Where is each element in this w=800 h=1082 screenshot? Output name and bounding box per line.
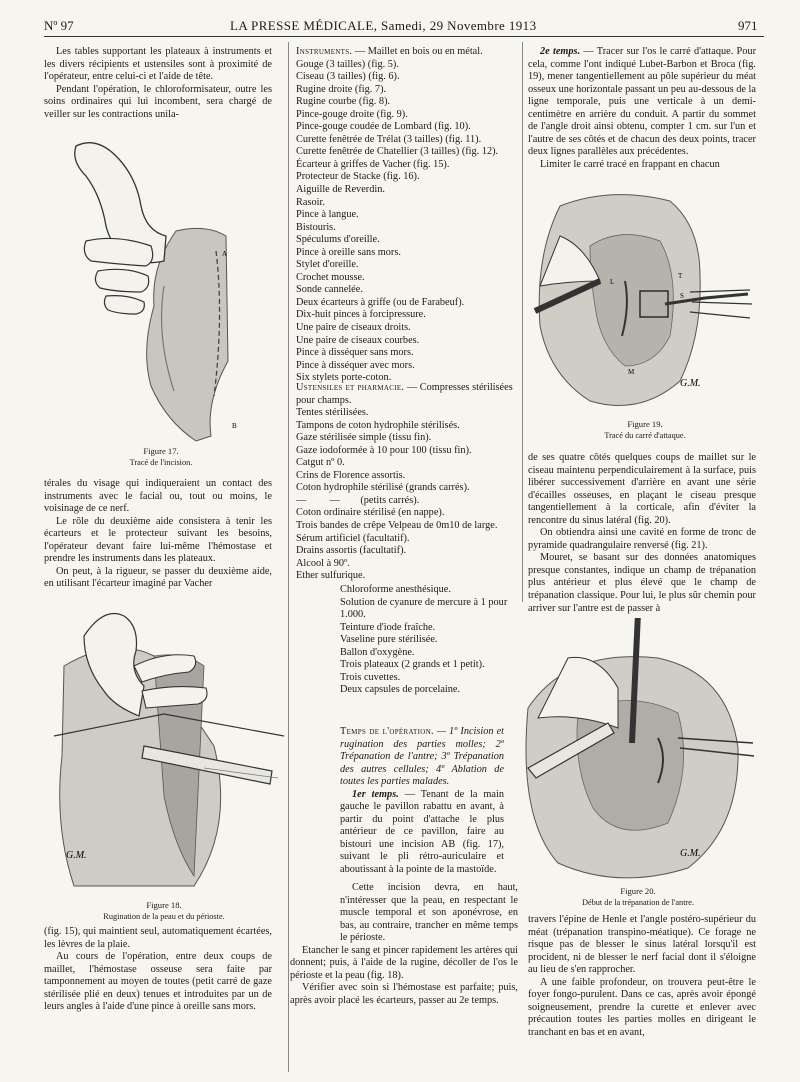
column-rule [288, 42, 289, 1072]
list-item: Trois cuvettes. [340, 671, 401, 683]
list-item: Curette fenêtrée de Chatellier (3 tailles) (fig. 12). [296, 146, 499, 158]
list-item: Trois plateaux (2 grands et 1 petit). [340, 659, 485, 671]
list-item: Coton ordinaire stérilisé (en nappe). [296, 507, 445, 519]
paragraph: Le rôle du deuxième aide consistera à tenir les écarteurs et le protecteur suivant les besoins, l'opérateur devant faire lui-même l'hémostase et prendre les instruments dans les plateaux. [44, 515, 272, 565]
figure-20 [508, 618, 758, 888]
col3-middle [528, 452, 756, 615]
fig19-label-m: M [628, 368, 635, 376]
step-heading: 1er temps. [352, 788, 399, 800]
figure-18-illustration [44, 596, 284, 896]
paragraph: On peut, à la rigueur, se passer du deuxième aide, en utilisant l'écarteur imaginé par Vacher [44, 565, 272, 590]
paragraph: Pendant l'opération, le chloroformisateur, outre les soins ordinaires qui lui incombent, sera chargé de veiller sur les contractions unila- [44, 83, 272, 120]
paragraph: Au cours de l'opération, entre deux coups de maillet, l'hémostase osseuse sera faite par tamponnement au moyen de toutes (petit carré de gaze stérilisée plié en deux) tenues et introduites par un de leurs angles à l'aide d'une pince à oreille sans mors. [44, 951, 272, 1013]
list-item: Trois bandes de crêpe Velpeau de 0m10 de large. [296, 520, 498, 532]
fig19-label-t: T [678, 272, 683, 280]
figure-caption: Rugination de la peau et du périoste. [103, 912, 225, 921]
list-item: Une paire de ciseaux courbes. [296, 334, 420, 346]
list-item: Pince-gouge coudée de Lombard (fig. 10). [296, 121, 471, 133]
fig19-label-s: S [680, 292, 684, 300]
list-item: Rugine courbe (fig. 8). [296, 96, 391, 108]
paragraph: de ses quatre côtés quelques coups de maillet sur le ciseau maintenu perpendiculairement à la surface, puis libérer successivement d'arrière en avant une série d'écailles osseuses, en plaçant le ciseau presque tangentiellement à la corticale, afin d'éviter la rencontre du sinus latéral (fig. 20). [528, 452, 756, 526]
paragraph: Les tables supportant les plateaux à instruments et les divers récipients et ustensiles sont à proximité de l'opérateur, entre celui-ci et l'aide de tête. [44, 46, 272, 83]
list-item: — — (petits carrés). [296, 494, 420, 506]
list-item: Dix-huit pinces à forcipressure. [296, 309, 426, 321]
list-item: Teinture d'iode fraîche. [340, 621, 436, 633]
figure-number: Figure 17. [143, 446, 179, 456]
figure-19 [530, 186, 760, 421]
list-item: Gouge (3 tailles) (fig. 5). [296, 58, 399, 70]
list-item: Ballon d'oxygène. [340, 646, 415, 658]
list-item: — Maillet en bois ou en métal. [352, 46, 483, 57]
list-item: Rugine droite (fig. 7). [296, 83, 387, 95]
figure-number: Figure 18. [146, 900, 182, 910]
fig19-signature: G.M. [680, 378, 701, 389]
fig20-signature: G.M. [680, 848, 701, 859]
list-item: Pince à disséquer sans mors. [296, 347, 414, 359]
list-item: Crochet mousse. [296, 271, 365, 283]
list-item: Deux écarteurs à griffe (ou de Farabeuf). [296, 296, 465, 308]
figure-20-illustration [508, 618, 758, 888]
list-item: Tentes stérilisées. [296, 407, 369, 419]
figure-18 [44, 596, 284, 896]
list-item: Spéculums d'oreille. [296, 234, 380, 246]
paragraph: (fig. 15), qui maintient seul, automatiquement écartées, les lèvres de la plaie. [44, 926, 272, 950]
col2-instruments [296, 46, 518, 385]
list-item: Drains assortis (facultatif). [296, 545, 407, 557]
list-item: Pince à langue. [296, 209, 359, 221]
list-item: Pince-gouge droite (fig. 9). [296, 108, 408, 120]
list-item: Crins de Florence assortis. [296, 469, 406, 481]
paragraph: — Tracer sur l'os le carré d'attaque. Pour cela, comme l'ont indiqué Lubet-Barbon et Broca (fig. 19), mener tangentiellement au pôle supérieur du méat osseux une horizontale passant un peu au-dessous de la ligne temporale, puis une verticale à un demi-centimètre en arrière du conduit. A partir du sommet de l'angle droit ainsi obtenu, compter 1 cm. sur l'un et l'autre de ses côtés et de chacun des deux points, tracer deux lignes parallèles aux précédentes. [528, 46, 757, 158]
figure-19-caption [530, 419, 760, 441]
section-heading: Ustensiles et pharmacie. [296, 382, 405, 393]
col3-bottom [528, 914, 756, 1039]
column-rule [522, 42, 523, 602]
list-item: Alcool à 90º. [296, 557, 350, 569]
fig19-label-l: L [610, 278, 615, 286]
list-item: Sérum artificiel (facultatif). [296, 532, 410, 544]
paragraph: Etancher le sang et pincer rapidement les artères qui donnent; puis, à l'aide de la rugine, décoller de l'os le périoste et la peau (fig. 18). [290, 944, 518, 981]
list-item: Écarteur à griffes de Vacher (fig. 15). [296, 158, 450, 170]
list-item: Aiguille de Reverdin. [296, 184, 385, 196]
list-item: Tampons de coton hydrophile stérilisés. [296, 419, 460, 431]
figure-19-illustration [530, 186, 760, 421]
figure-caption: Début de la trépanation de l'antre. [581, 898, 695, 907]
figure-caption: Tracé du carré d'attaque. [604, 431, 686, 440]
figure-number: Figure 19. [627, 419, 663, 429]
paragraph: Limiter le carré tracé en frappant en chacun [540, 158, 720, 170]
list-item: Pince à disséquer avec mors. [296, 359, 415, 371]
figure-number: Figure 20. [620, 886, 656, 896]
list-item: Curette fenêtrée de Trélat (3 tailles) (fig. 11). [296, 133, 482, 145]
issue-number: Nº 97 [44, 18, 74, 33]
paragraph: Vérifier avec soin si l'hémostase est parfaite; puis, après avoir placé les écarteurs, passer au 2e temps. [290, 982, 518, 1006]
paragraph: travers l'épine de Henle et l'angle postéro-supérieur du méat (trépanation transpino-méatique). Ce forage ne risque pas de blesser le sinus latéral lorsqu'il est procident, ni de blesser le nerf facial dont il s'éloigne au lieu de s'en rapprocher. [528, 914, 756, 976]
col2-temps [340, 726, 504, 877]
temps-list: — 1º Incision et rugination des parties molles; 2º Trépanation de l'antre; 3º Trépanation des autres cellules; 4º Ablation de toutes les parties malades. [340, 726, 505, 788]
figure-17-illustration [56, 136, 266, 446]
list-item: Vaseline pure stérilisée. [340, 634, 438, 646]
col1-top [44, 46, 272, 121]
paragraph: Mouret, se basant sur des données anatomiques presque constantes, indique un champ de trépanation plus antérieur et plus élevé que le champ de trépanation classique. Pour lui, le plus sûr chemin pour arriver sur l'antre est de passer à [528, 552, 756, 614]
section-heading: Instruments. [296, 46, 353, 57]
page-header [0, 0, 800, 34]
col1-bottom [44, 926, 272, 1014]
list-item: Pince à oreille sans mors. [296, 246, 401, 258]
header-rule [44, 36, 764, 37]
list-item: Solution de cyanure de mercure à 1 pour 1.000. [340, 596, 508, 621]
list-item: Ether sulfurique. [296, 570, 366, 582]
list-item: Six stylets porte-coton. [296, 372, 392, 384]
list-item: Rasoir. [296, 196, 325, 208]
list-item: Bistouris. [296, 221, 336, 233]
col2-bottom [290, 882, 518, 1007]
figure-caption: Tracé de l'incision. [129, 458, 193, 467]
figure-20-caption [520, 886, 756, 908]
figure-18-caption [44, 900, 284, 922]
list-item: Ciseau (3 tailles) (fig. 6). [296, 71, 400, 83]
page-number: 971 [738, 18, 758, 33]
col3-top [528, 46, 756, 171]
list-item: Deux capsules de porcelaine. [340, 684, 461, 696]
list-item: — Compresses stérilisées pour champs. [296, 382, 513, 406]
section-heading: Temps de l'opération. [340, 726, 434, 737]
col2-ustensiles-cont [340, 584, 518, 697]
fig17-label-b: B [232, 422, 237, 430]
list-item: Coton hydrophile stérilisé (grands carrés). [296, 482, 470, 494]
figure-17-caption [56, 446, 266, 468]
journal-title: LA PRESSE MÉDICALE, Samedi, 29 Novembre 1913 [230, 18, 537, 33]
paragraph: On obtiendra ainsi une cavité en forme de tronc de pyramide quadrangulaire renversé (fig. 21). [528, 527, 756, 551]
paragraph: térales du visage qui indiqueraient un contact des instruments avec le facial ou, tout ou moins, le voisinage de ce nerf. [44, 478, 272, 515]
paragraph: Cette incision devra, en haut, n'intéresser que la peau, en respectant le muscle temporal et son aponévrose, en bas, au contraire, trancher en même temps le périoste. [340, 882, 518, 944]
list-item: Catgut nº 0. [296, 457, 345, 469]
list-item: Gaze stérilisée simple (tissu fin). [296, 432, 432, 444]
list-item: Stylet d'oreille. [296, 259, 359, 271]
step-heading: 2e temps. [540, 46, 581, 57]
col2-ustensiles [296, 382, 518, 583]
fig18-signature: G.M. [66, 850, 87, 861]
col1-middle [44, 478, 272, 591]
list-item: Chloroforme anesthésique. [340, 584, 451, 595]
list-item: Protecteur de Stacke (fig. 16). [296, 171, 420, 183]
paragraph: — Tenant de la main gauche le pavillon rabattu en avant, à partir du point d'attache le plus antérieur de ce pavillon, faire au bistouri une incision AB (fig. 17), suivant le pli rétro-auriculaire et aboutissant à la pointe de la mastoïde. [340, 788, 504, 876]
list-item: Gaze iodoformée à 10 pour 100 (tissu fin). [296, 444, 472, 456]
paragraph: A une faible profondeur, on trouvera peut-être le foyer fongo-purulent. Dans ce cas, après avoir épongé soigneusement, prendre la curette et enlever avec précaution toutes les parties molles en dirigeant le tranchant en bas et en avant, [528, 976, 756, 1038]
list-item: Sonde cannelée. [296, 284, 363, 296]
list-item: Une paire de ciseaux droits. [296, 322, 411, 334]
fig17-label-a: A [222, 250, 228, 258]
figure-17 [56, 136, 266, 466]
